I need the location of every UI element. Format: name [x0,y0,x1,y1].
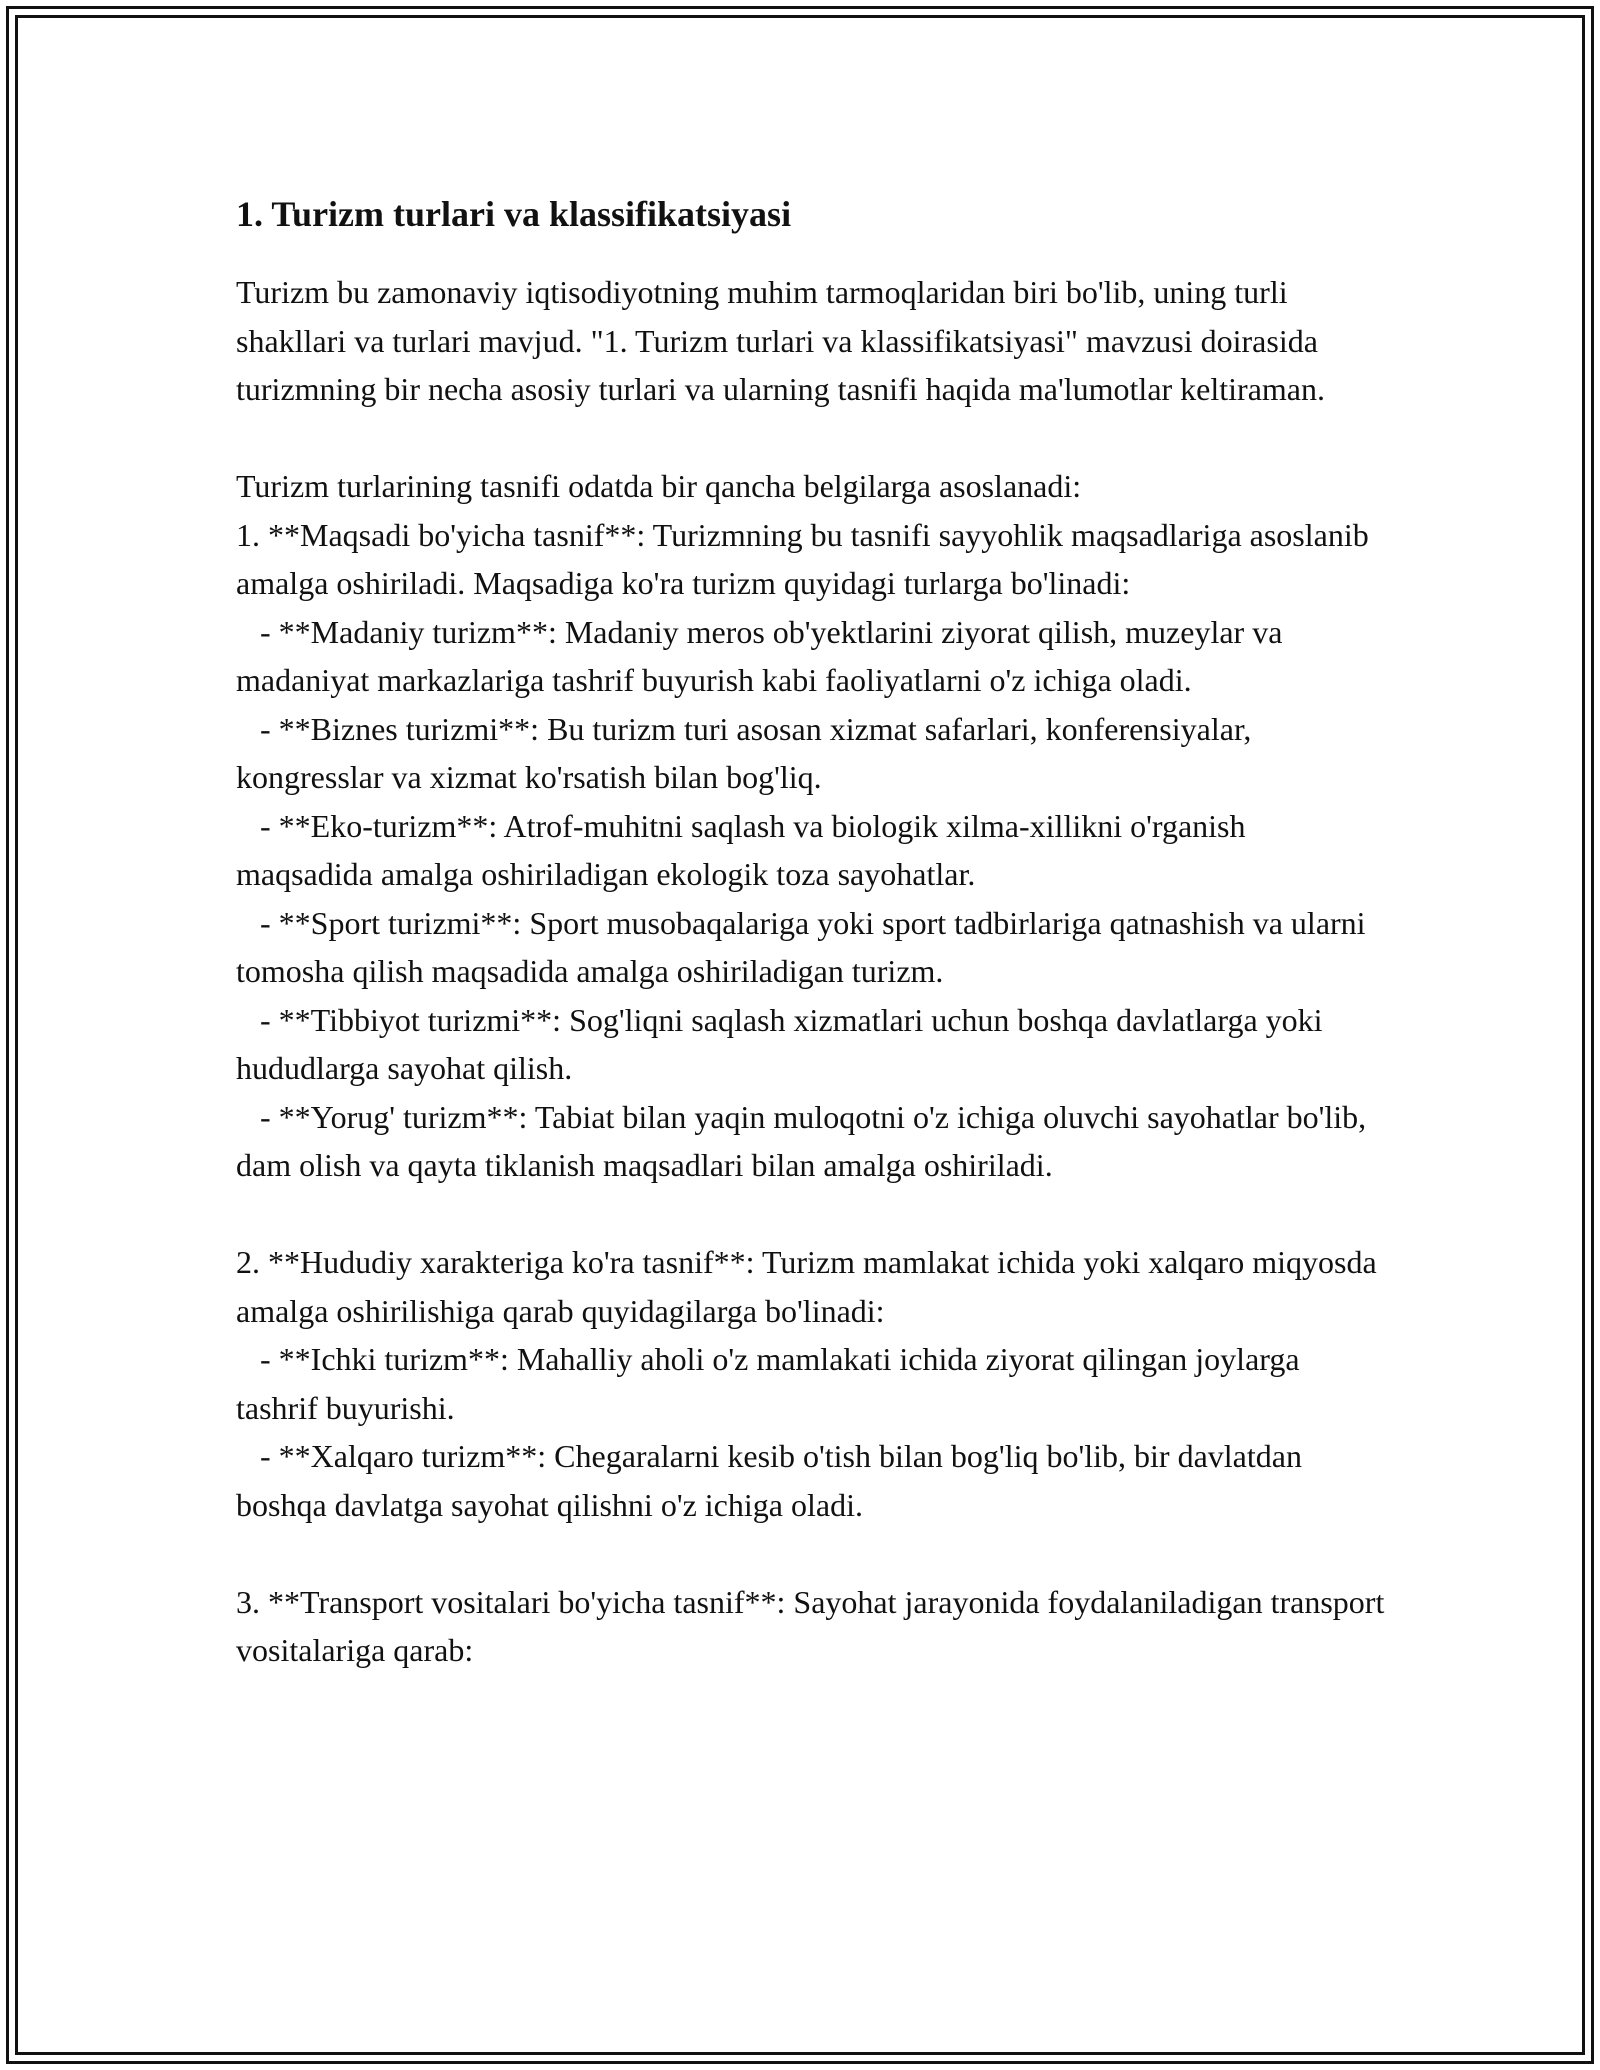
list-item-cultural-tourism: - **Madaniy turizm**: Madaniy meros ob'yektlarini ziyorat qilish, muzeylar va madaniyat markazlariga tashrif buyurish kabi faoliyatlarni o'z ichiga oladi. [236,613,1291,698]
section-3-heading: 3. **Transport vositalari bo'yicha tasnif**: Sayohat jarayonida foydalaniladigan transport vositalariga qarab: [236,1583,1393,1668]
paragraph-gap [236,1190,1386,1239]
list-item-light-tourism: - **Yorug' turizm**: Tabiat bilan yaqin muloqotni o'z ichiga oluvchi sayohatlar bo'lib, dam olish va qayta tiklanish maqsadlari bilan amalga oshiriladi. [236,1098,1375,1183]
section-1-heading: 1. **Maqsadi bo'yicha tasnif**: Turizmning bu tasnifi sayyohlik maqsadlariga asoslanib amalga oshiriladi. Maqsadiga ko'ra turizm quyidagi turlarga bo'linadi: [236,516,1377,601]
list-item-international-tourism: - **Xalqaro turizm**: Chegaralarni kesib o'tish bilan bog'liq bo'lib, bir davlatdan boshqa davlatga sayohat qilishni o'z ichiga oladi. [236,1438,1310,1523]
list-item-eco-tourism: - **Eko-turizm**: Atrof-muhitni saqlash va biologik xilma-xillikni o'rganish maqsadida amalga oshiriladigan ekologik toza sayohatlar. [236,807,1254,892]
list-item-business-tourism: - **Biznes turizmi**: Bu turizm turi asosan xizmat safarlari, konferensiyalar, kongresslar va xizmat ko'rsatish bilan bog'liq. [236,710,1260,795]
document-title: 1. Turizm turlari va klassifikatsiyasi [236,194,792,234]
list-item-domestic-tourism: - **Ichki turizm**: Mahalliy aholi o'z mamlakati ichida ziyorat qilingan joylarga tashrif buyurishi. [236,1341,1308,1426]
section-2-heading: 2. **Hududiy xarakteriga ko'ra tasnif**: Turizm mamlakat ichida yoki xalqaro miqyosda amalga oshirilishiga qarab quyidagilarga bo'linadi: [236,1244,1385,1329]
list-item-medical-tourism: - **Tibbiyot turizmi**: Sog'liqni saqlash xizmatlari uchun boshqa davlatlarga yoki hududlarga sayohat qilish. [236,1001,1331,1086]
document-body [236,190,1393,1675]
paragraph-gap [236,1529,1386,1578]
paragraph-gap [236,414,1386,463]
intro-paragraph: Turizm bu zamonaviy iqtisodiyotning muhim tarmoqlaridan biri bo'lib, uning turli shakllari va turlari mavjud. "1. Turizm turlari va klassifikatsiyasi" mavzusi doirasida turizmning bir necha asosiy turlari va ularning tasnifi haqida ma'lumotlar keltiraman. [236,274,1326,407]
classification-lead: Turizm turlarining tasnifi odatda bir qancha belgilarga asoslanadi: [236,468,1082,504]
list-item-sport-tourism: - **Sport turizmi**: Sport musobaqalariga yoki sport tadbirlariga qatnashish va ularni tomosha qilish maqsadida amalga oshiriladigan turizm. [236,904,1374,989]
